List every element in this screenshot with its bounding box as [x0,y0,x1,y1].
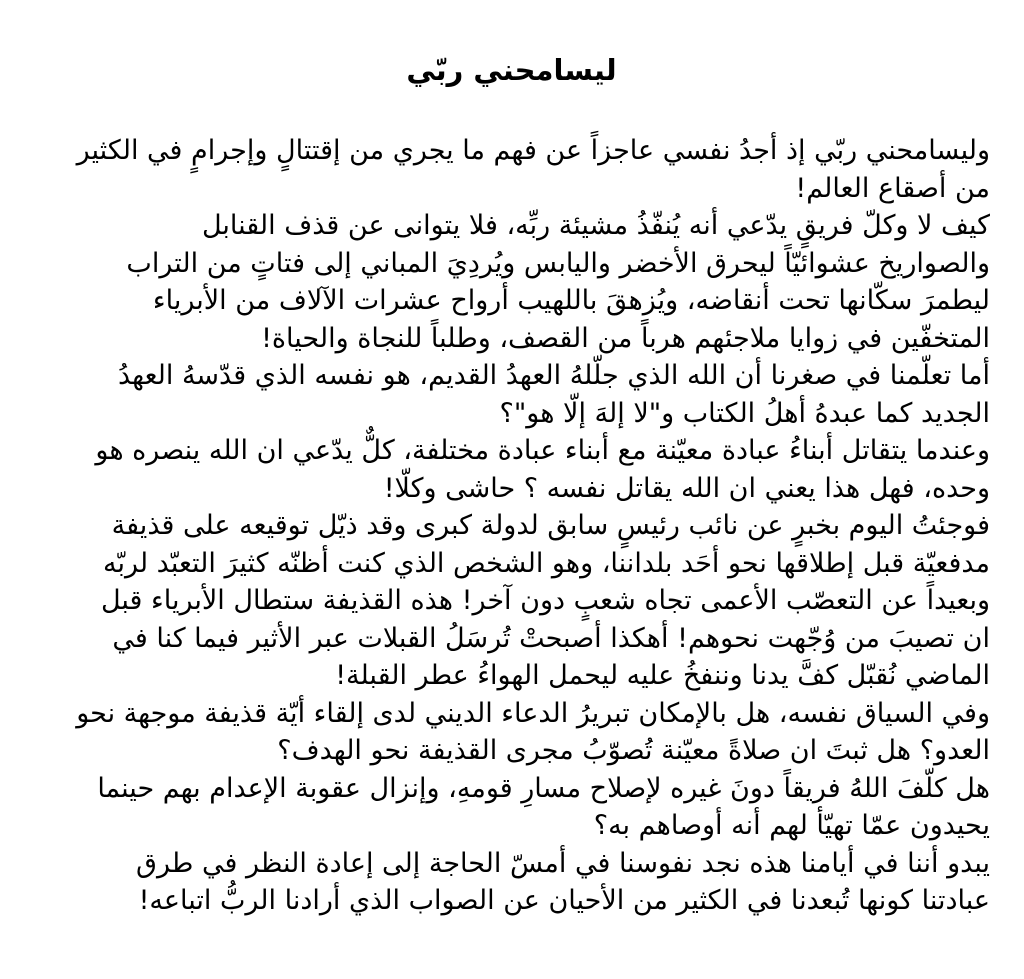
text-line: مدفعيّة قبل إطلاقها نحو أحَد بلداننا، وهو الشخص الذي كنت أظنّه كثيرَ التعبّد لربّه [102,547,990,579]
text-line: العدو؟ هل ثبتَ ان صلاةً معيّنة تُصوّبُ مجرى القذيفة نحو الهدف؟ [277,735,990,766]
document-page [0,52,1024,979]
document-body [33,132,990,920]
text-line: والصواريخ عشوائيّاً ليحرق الأخضر واليابس ويُردِيَ المباني إلى فتاتٍ من التراب [126,247,990,279]
text-line: أما تعلّمنا في صغرنا أن الله الذي جلّلهُ العهدُ القديم، هو نفسه الذي قدّسهُ العهدُ [118,360,990,391]
text-line: وعندما يتقاتل أبناءُ عبادة معيّنة مع أبناء عبادة مختلفة، كلٌّ يدّعي ان الله ينصره هو [95,435,990,466]
text-line: وحده، فهل هذا يعني ان الله يقاتل نفسه ؟ حاشى وكلّا! [383,472,990,504]
text-line: يحيدون عمّا تهيّأ لهم أنه أوصاهم به؟ [593,810,990,841]
text-line: وفي السياق نفسه، هل بالإمكان تبريرُ الدعاء الديني لدى إلقاء أيّة قذيفة موجهة نحو [76,697,990,729]
text-line: فوجئتُ اليوم بخبرٍ عن نائب رئيسٍ سابق لدولة كبرى وقد ذيّل توقيعه على قذيفة [111,510,990,541]
text-line: عبادتنا كونها تُبعدنا في الكثير من الأحيان عن الصواب الذي أرادنا الربُّ اتباعه! [138,885,990,916]
text-line: الجديد كما عبدهُ أهلُ الكتاب و"لا إلهَ إلّا هو"؟ [499,397,990,429]
text-line: كيف لا وكلّ فريقٍ يدّعي أنه يُنفّذُ مشيئة ربِّه، فلا يتوانى عن قذف القنابل [201,210,990,241]
text-line: وليسامحني ربّي إذ أجدُ نفسي عاجزاً عن فهم ما يجري من إقتتالٍ وإجرامٍ في الكثير [76,135,990,166]
text-line: ليطمرَ سكّانها تحت أنقاضه، ويُزهقَ باللهيب أرواح عشرات الآلاف من الأبرياء [152,285,990,316]
text-line: وبعيداً عن التعصّب الأعمى تجاه شعبٍ دون آخر! هذه القذيفة ستطال الأبرياء قبل [100,585,990,616]
text-line: المتخفّين في زوايا ملاجئهم هرباً من القصف، وطلباً للنجاة والحياة! [261,322,990,354]
text-line: من أصقاع العالم! [795,172,990,204]
text-line: الماضي نُقبّل كفَّ يدنا وننفخُ عليه ليحمل الهواءُ عطر القبلة! [335,660,990,691]
document-title: ليسامحني ربّي [406,53,617,87]
text-line: يبدو أننا في أيامنا هذه نجد نفوسنا في أمسّ الحاجة إلى إعادة النظر في طرق [136,847,990,879]
text-line: هل كلّفَ اللهُ فريقاً دونَ غيره لإصلاح مسارِ قومهِ، وإنزال عقوبة الإعدام بهم حينما [97,772,990,804]
text-line: ان تصيبَ من وُجّهت نحوهم! أهكذا أصبحتْ تُرسَلُ القبلات عبر الأثير فيما كنا في [112,622,990,654]
